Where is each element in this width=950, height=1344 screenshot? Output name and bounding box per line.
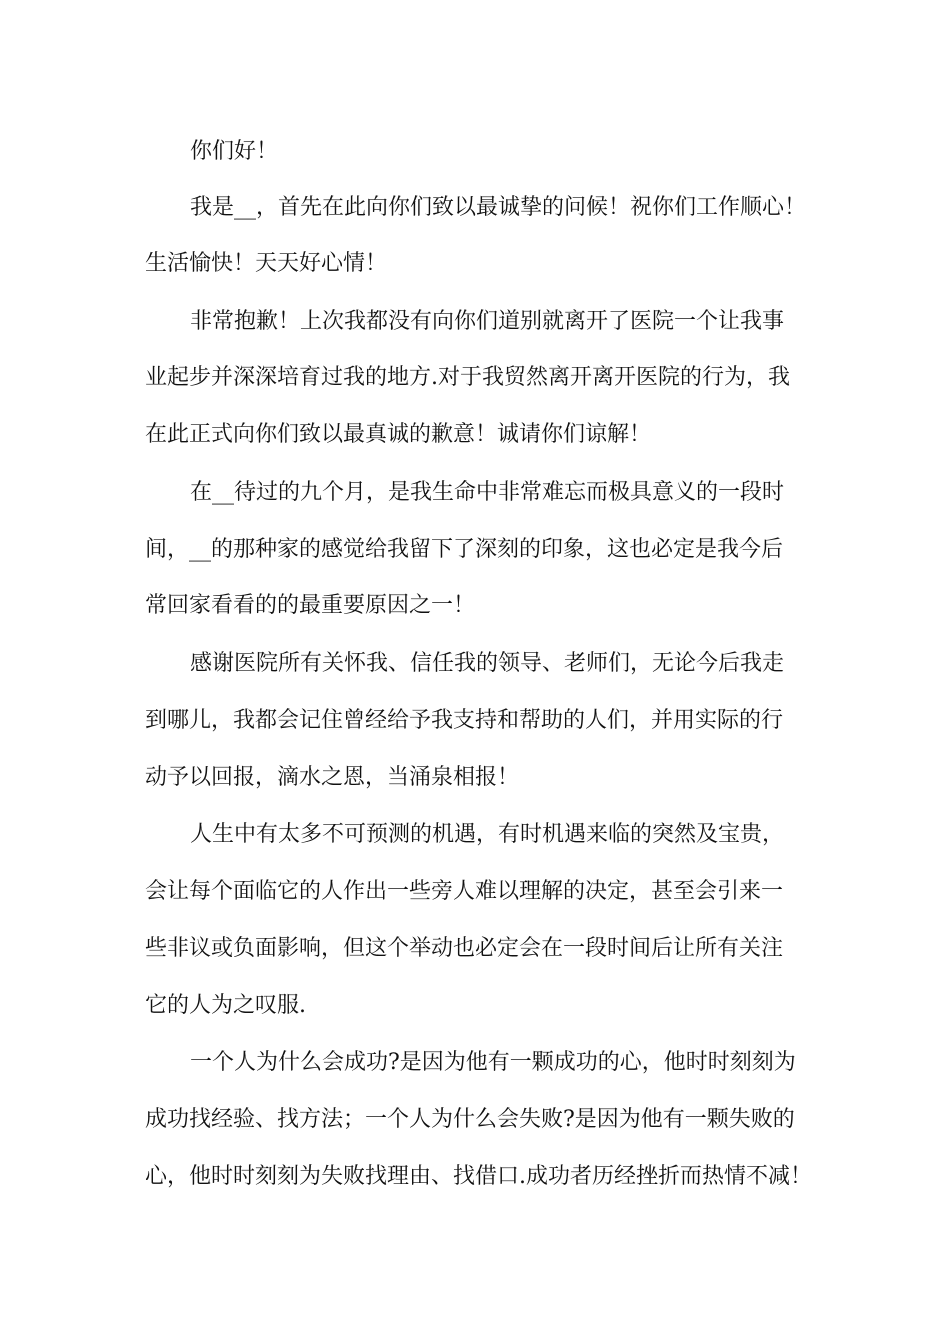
paragraph-3-line-2: 间，__的那种家的感觉给我留下了深刻的印象，这也必定是我今后 — [145, 537, 784, 562]
paragraph-1-line-1: 我是__，首先在此向你们致以最诚挚的问候！祝你们工作顺心！ — [190, 195, 807, 220]
paragraph-1-line-2: 生活愉快！天天好心情！ — [145, 251, 388, 276]
paragraph-2-line-3: 在此正式向你们致以最真诚的歉意！诚请你们谅解！ — [145, 422, 652, 447]
paragraph-2-line-1: 非常抱歉！上次我都没有向你们道别就离开了医院一个让我事 — [190, 309, 785, 334]
paragraph-5-line-4: 它的人为之叹服. — [145, 993, 306, 1018]
paragraph-3-line-1: 在__待过的九个月，是我生命中非常难忘而极具意义的一段时 — [190, 480, 785, 505]
paragraph-4-line-3: 动予以回报，滴水之恩，当涌泉相报！ — [145, 765, 520, 790]
paragraph-5-line-3: 些非议或负面影响，但这个举动也必定会在一段时间后让所有关注 — [145, 936, 784, 961]
paragraph-5-line-1: 人生中有太多不可预测的机遇，有时机遇来临的突然及宝贵， — [190, 822, 785, 847]
paragraph-3-line-3: 常回家看看的的最重要原因之一！ — [145, 593, 476, 618]
paragraph-4-line-1: 感谢医院所有关怀我、信任我的领导、老师们，无论今后我走 — [190, 651, 785, 676]
paragraph-6-line-1: 一个人为什么会成功?是因为他有一颗成功的心，他时时刻刻为 — [190, 1050, 796, 1075]
paragraph-4-line-2: 到哪儿，我都会记住曾经给予我支持和帮助的人们，并用实际的行 — [145, 708, 784, 733]
paragraph-2-line-2: 业起步并深深培育过我的地方.对于我贸然离开离开医院的行为，我 — [145, 365, 790, 390]
paragraph-6-line-3: 心，他时时刻刻为失败找理由、找借口.成功者历经挫折而热情不减！ — [145, 1164, 812, 1189]
greeting: 你们好！ — [190, 139, 279, 164]
paragraph-5-line-2: 会让每个面临它的人作出一些旁人难以理解的决定，甚至会引来一 — [145, 879, 784, 904]
paragraph-6-line-2: 成功找经验、找方法；一个人为什么会失败?是因为他有一颗失败的 — [145, 1107, 795, 1132]
